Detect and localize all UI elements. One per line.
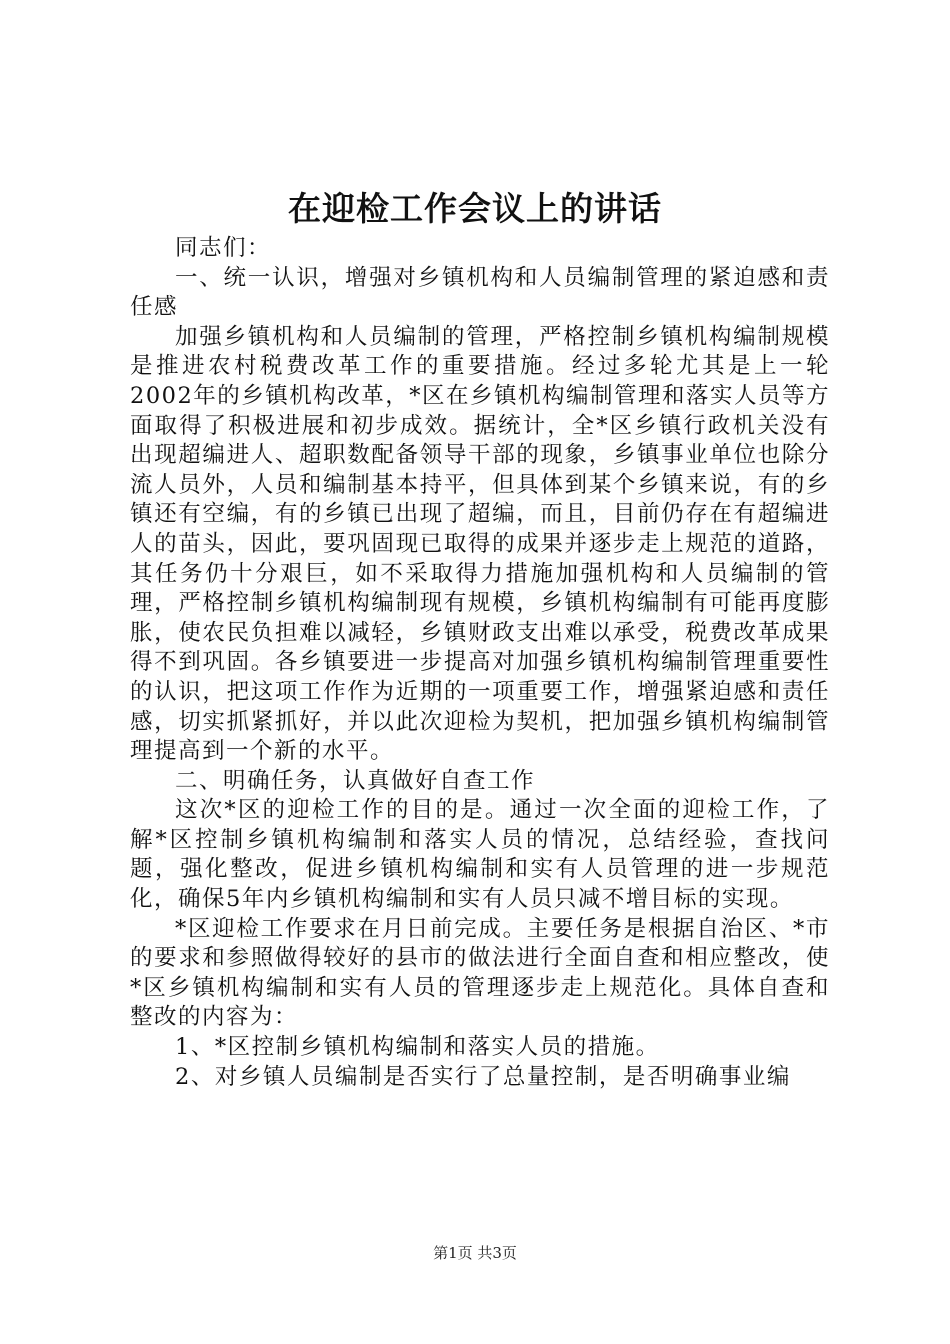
salutation: 同志们：	[175, 235, 272, 261]
section-heading-1: 一、统一认识，增强对乡镇机构和人员编制管理的紧迫感和责任感	[130, 264, 830, 321]
section-heading-2: 二、明确任务，认真做好自查工作	[175, 767, 536, 794]
document-title: 在迎检工作会议上的讲话	[288, 189, 662, 228]
body-paragraph: 加强乡镇机构和人员编制的管理，严格控制乡镇机构编制规模是推进农村税费改革工作的重要措施。经过多轮尤其是上一轮2002年的乡镇机构改革，*区在乡镇机构编制管理和落实人员等方面取得了积极进展和初步成效。据统计，全*区乡镇行政机关没有出现超编进人、超职数配备领导干部的现象，乡镇事业单位也除分流人员外，人员和编制基本持平，但具体到某个乡镇来说，有的乡镇还有空编，有的乡镇已出现了超编，而且，目前仍存在有超编进人的苗头，因此，要巩固现已取得的成果并逐步走上规范的道路，其任务仍十分艰巨，如不采取得力措施加强机构和人员编制的管理，严格控制乡镇机构编制现有规模，乡镇机构编制有可能再度膨胀，使农民负担难以减轻，乡镇财政支出难以承受，税费改革成果得不到巩固。各乡镇要进一步提高对加强乡镇机构编制管理重要性的认识，把这项工作作为近期的一项重要工作，增强紧迫感和责任感，切实抓紧抓好，并以此次迎检为契机，把加强乡镇机构编制管理提高到一个新的水平。	[130, 323, 831, 765]
page-number: 第1页 共3页	[433, 1244, 517, 1262]
list-item: 1、*区控制乡镇机构编制和落实人员的措施。	[175, 1034, 660, 1061]
document-body	[130, 234, 830, 1092]
body-paragraph: *区迎检工作要求在月日前完成。主要任务是根据自治区、*市的要求和参照做得较好的县市的做法进行全面自查和相应整改，使*区乡镇机构编制和实有人员的管理逐步走上规范化。具体自查和整改的内容为：	[130, 915, 830, 1031]
list-item: 2、对乡镇人员编制是否实行了总量控制，是否明确事业编	[175, 1063, 791, 1090]
body-paragraph: 这次*区的迎检工作的目的是。通过一次全面的迎检工作，了解*区控制乡镇机构编制和落实人员的情况，总结经验，查找问题，强化整改，促进乡镇机构编制和实有人员管理的进一步规范化，确保5年内乡镇机构编制和实有人员只减不增目标的实现。	[130, 797, 830, 913]
